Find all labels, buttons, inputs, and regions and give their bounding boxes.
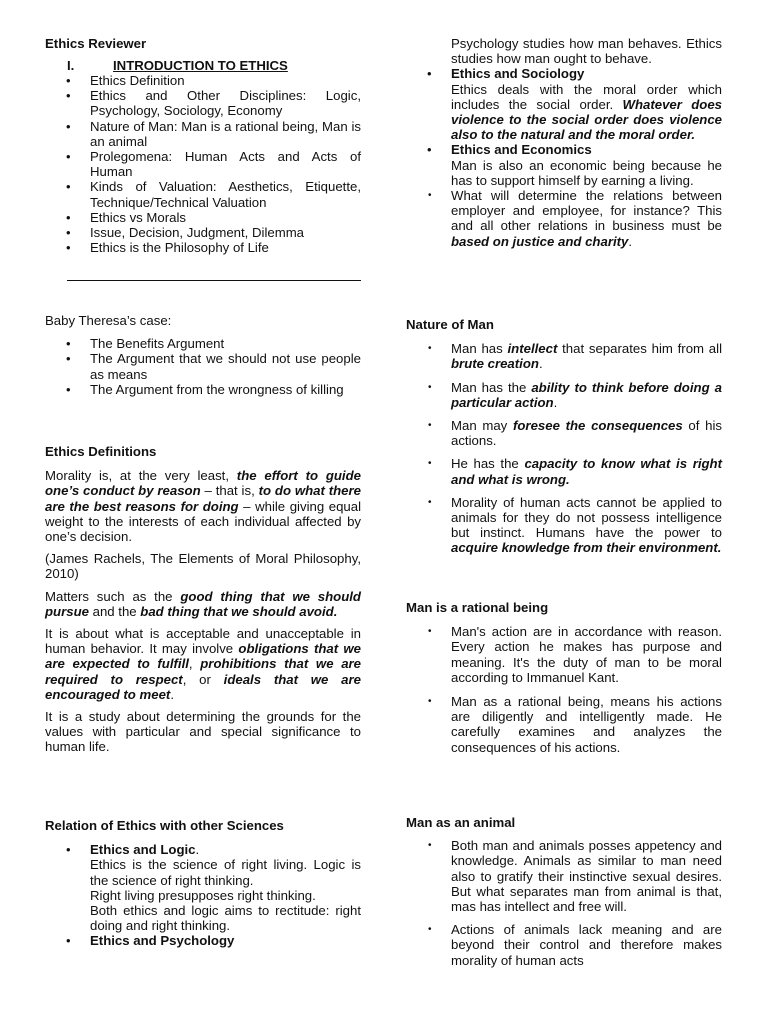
animal-heading: Man as an animal — [406, 815, 516, 830]
list-item: • The Benefits Argument — [45, 336, 361, 351]
definition-paragraph: Morality is, at the very least, the effort to guide one’s conduct by reason – that is, to do what there are the best reasons for doing – while giving equal weight to the interests of each individual affected by one’s decision. — [45, 468, 362, 545]
list-item: • Both man and animals posses appetency and knowledge. Animals as similar to man need also to gratify their instinctive sexual desires. But what separates man from animal is that, mas has intellect and free will. — [406, 838, 722, 914]
nature-section — [406, 317, 722, 556]
rational-heading: Man is a rational being — [406, 600, 549, 615]
psychology-label: Ethics and Psychology — [90, 933, 235, 949]
list-item: • Ethics is the Philosophy of Life — [45, 240, 361, 255]
list-item: • What will determine the relations between employer and employee, for instance? This and all other relations in business must be based on justice and charity. — [406, 188, 722, 249]
relations-list — [406, 188, 722, 249]
intro-section — [45, 58, 361, 255]
list-item: • Man's action are in accordance with reason. Every action he makes has purpose and meaning. It's the duty of man to be moral according to Immanuel Kant. — [406, 624, 722, 685]
definition-paragraph: Matters such as the good thing that we should pursue and the bad thing that we should avoid. — [45, 588, 361, 619]
list-item: • Ethics and Other Disciplines: Logic, Psychology, Sociology, Economy — [45, 88, 361, 118]
nature-heading: Nature of Man — [406, 317, 494, 332]
list-item: • Kinds of Valuation: Aesthetics, Etiquette, Technique/Technical Valuation — [45, 179, 361, 209]
baby-theresa-heading: Baby Theresa’s case: — [45, 313, 172, 328]
list-item: • Man has the ability to think before doing a particular action. — [406, 380, 722, 410]
document-title: Ethics Reviewer — [45, 36, 147, 51]
relation-section — [45, 818, 361, 949]
baby-theresa-list — [45, 336, 361, 397]
relation-list — [45, 842, 361, 948]
list-item — [406, 66, 722, 142]
list-item: • Ethics Definition — [45, 73, 361, 88]
baby-theresa-section — [45, 313, 361, 397]
psychology-text: Psychology studies how man behaves. Ethics studies how man ought to behave. — [451, 36, 722, 67]
animal-section — [406, 815, 722, 968]
list-item: • Man may foresee the consequences of his actions. — [406, 418, 722, 448]
sociology-text: Ethics deals with the moral order which includes the social order. Whatever does violence to the social order does violence also to the natural and the moral order. — [451, 81, 722, 143]
list-item: • The Argument from the wrongness of killing — [45, 382, 361, 397]
intro-number: I. — [67, 58, 75, 73]
logic-text: Both ethics and logic aims to rectitude: right doing and right thinking. — [90, 903, 361, 934]
economics-label: Ethics and Economics — [451, 142, 592, 158]
definition-paragraph: It is a study about determining the grounds for the values with particular and special significance to human life. — [45, 709, 361, 755]
list-item: • Ethics vs Morals — [45, 210, 361, 225]
list-item — [406, 142, 722, 188]
definition-paragraph: It is about what is acceptable and unacceptable in human behavior. It may involve obligations that we are expected to fulfill, prohibitions that we are required to respect, or ideals that we are encouraged to meet. — [45, 626, 361, 702]
citation: (James Rachels, The Elements of Moral Philosophy, 2010) — [45, 551, 361, 582]
disciplines-list — [406, 66, 722, 188]
animal-list — [406, 838, 722, 968]
disciplines-continued — [406, 36, 722, 249]
list-item: • Issue, Decision, Judgment, Dilemma — [45, 225, 361, 240]
logic-label: Ethics and Logic — [90, 842, 196, 858]
nature-list — [406, 341, 722, 555]
list-item — [45, 933, 361, 948]
intro-list — [45, 73, 361, 255]
rational-section — [406, 600, 722, 755]
list-item: • Nature of Man: Man is a rational being, Man is an animal — [45, 119, 361, 149]
list-item: • He has the capacity to know what is right and what is wrong. — [406, 456, 722, 486]
intro-heading: INTRODUCTION TO ETHICS — [113, 58, 288, 73]
list-item: • The Argument that we should not use people as means — [45, 351, 361, 381]
economics-text: Man is also an economic being because he has to support himself by earning a living. — [451, 157, 722, 188]
rational-list — [406, 624, 722, 755]
list-item: • Morality of human acts cannot be applied to animals for they do not possess intelligence but instinct. Humans have the power to acquire knowledge from their environment. — [406, 495, 722, 556]
definitions-heading: Ethics Definitions — [45, 444, 157, 459]
list-item: • Man as a rational being, means his actions are diligently and intelligently made. He carefully examines and analyzes the consequences of his actions. — [406, 694, 722, 755]
section-divider — [67, 280, 361, 281]
list-item: • Prolegomena: Human Acts and Acts of Human — [45, 149, 361, 179]
sociology-label: Ethics and Sociology — [451, 66, 585, 82]
list-item: • Actions of animals lack meaning and are beyond their control and therefore makes morality of human acts — [406, 922, 722, 968]
logic-text: Ethics is the science of right living. Logic is the science of right thinking. — [90, 857, 361, 888]
relation-heading: Relation of Ethics with other Sciences — [45, 818, 284, 833]
logic-text: Right living presupposes right thinking. — [90, 887, 316, 903]
list-item: • Man has intellect that separates him from all brute creation. — [406, 341, 722, 371]
list-item: • Ethics and Logic. Ethics is the science of right living. Logic is the science of right thinking. Right living presupposes right thinking. Both ethics and logic aims to rectitude: right doing and right thinking. — [45, 842, 361, 933]
definitions-section — [45, 444, 361, 755]
